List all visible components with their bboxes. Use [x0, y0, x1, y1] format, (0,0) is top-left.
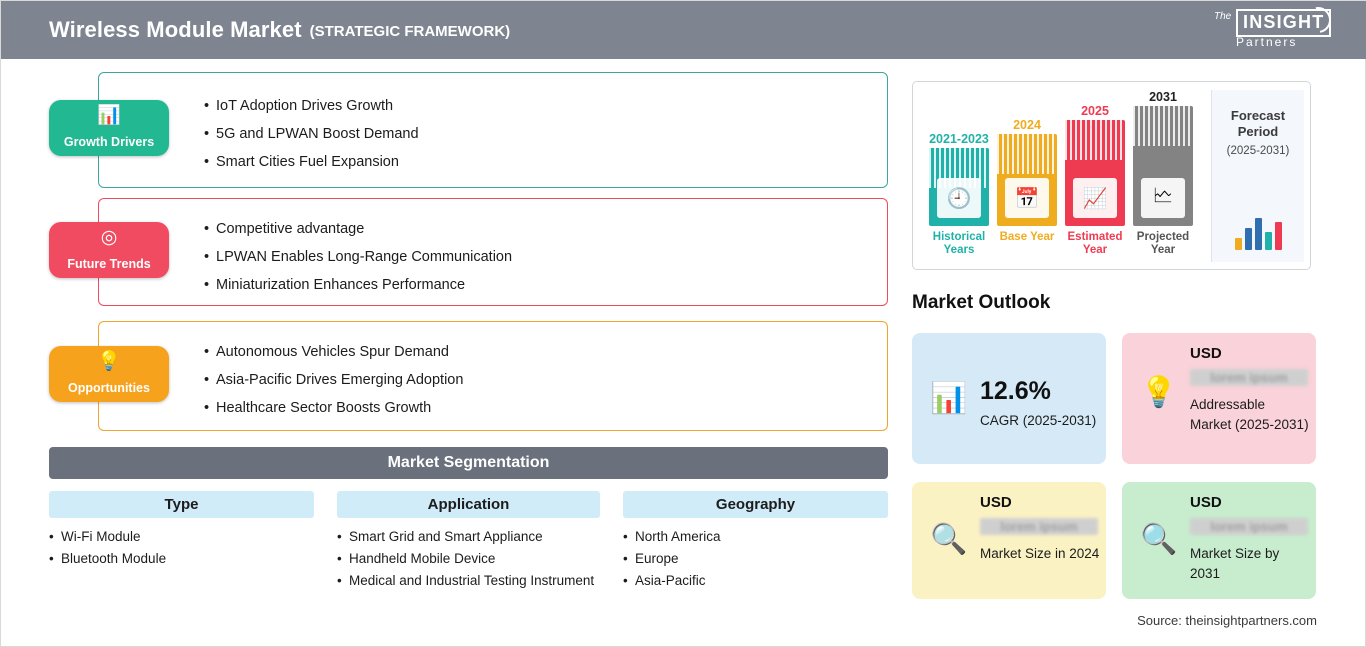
panel-future-trends — [98, 198, 888, 306]
segmentation-list-application — [337, 527, 600, 593]
market-segmentation-header: Market Segmentation — [49, 447, 888, 479]
forecast-period-card — [912, 81, 1311, 270]
forecast-period-panel — [1211, 90, 1304, 262]
forecast-caption: Historical Years — [932, 231, 986, 256]
logo-the: The — [1214, 11, 1232, 22]
tab-opportunities[interactable] — [49, 346, 169, 402]
list-item: • IoT Adoption Drives Growth — [204, 92, 419, 120]
list-item: • Medical and Industrial Testing Instrument — [337, 571, 600, 591]
cagr-value: 12.6% — [980, 377, 1051, 405]
currency-label: USD — [1190, 345, 1222, 362]
tab-future-trends[interactable] — [49, 222, 169, 278]
growth-drivers-list — [204, 92, 419, 176]
future-trends-list — [204, 215, 512, 299]
forecast-column-base — [997, 118, 1057, 244]
target-icon: ◎ — [100, 227, 118, 248]
forecast-year-label: 2021-2023 — [929, 132, 989, 146]
lightbulb-icon: 💡 — [97, 351, 121, 372]
redacted-value: lorem ipsum — [1190, 518, 1308, 535]
opportunities-list — [204, 338, 463, 422]
currency-label: USD — [1190, 494, 1222, 511]
forecast-year-label: 2024 — [1013, 118, 1041, 132]
redacted-value: lorem ipsum — [1190, 369, 1308, 386]
panel-growth-drivers — [98, 72, 888, 188]
bar-chart-icon: 📊 — [930, 381, 968, 415]
list-item: • Handheld Mobile Device — [337, 549, 600, 569]
header-bar — [1, 1, 1366, 59]
stat-card-addressable-market — [1122, 333, 1316, 464]
stat-card-cagr — [912, 333, 1106, 464]
bar-stripes — [1133, 106, 1193, 146]
calendar-icon: 📅 — [1005, 178, 1049, 218]
stat-card-market-size-2024 — [912, 482, 1106, 599]
logo-partners: Partners — [1236, 35, 1298, 49]
forecast-bar — [929, 148, 989, 226]
forecast-period-title-line2: Period — [1237, 124, 1279, 139]
magnifier-dollar-icon: 🔍 — [930, 522, 968, 556]
list-item: • Asia-Pacific Drives Emerging Adoption — [204, 366, 463, 394]
company-logo — [1214, 9, 1329, 51]
list-item: • Asia-Pacific — [623, 571, 888, 591]
forecast-bar — [1133, 106, 1193, 226]
segmentation-column-header-geography: Geography — [623, 491, 888, 518]
list-item: • Miniaturization Enhances Performance — [204, 271, 512, 299]
list-item: • LPWAN Enables Long-Range Communication — [204, 243, 512, 271]
bar-stripes — [1065, 120, 1125, 160]
forecast-period-range: (2025-2031) — [1226, 145, 1290, 157]
tab-growth-drivers[interactable] — [49, 100, 169, 156]
stat-caption: Market Size in 2024 — [980, 546, 1100, 561]
tab-opportunities-label: Opportunities — [68, 381, 150, 395]
page-title: Wireless Module Market — [49, 17, 302, 42]
market-outlook-title: Market Outlook — [912, 292, 1051, 313]
forecast-caption: Projected Year — [1136, 231, 1190, 256]
tab-future-trends-label: Future Trends — [67, 257, 151, 271]
list-item: • North America — [623, 527, 888, 547]
forecast-caption: Estimated Year — [1067, 231, 1123, 256]
list-item: • 5G and LPWAN Boost Demand — [204, 120, 419, 148]
cagr-caption: CAGR (2025-2031) — [980, 413, 1097, 428]
stat-caption: Market Size by 2031 — [1190, 546, 1280, 581]
segmentation-column-header-application: Application — [337, 491, 600, 518]
list-item: • Competitive advantage — [204, 215, 512, 243]
forecast-column-historical — [929, 132, 989, 257]
list-item: • Healthcare Sector Boosts Growth — [204, 394, 463, 422]
segmentation-list-geography — [623, 527, 888, 593]
magnifier-dollar-icon: 🔍 — [1140, 522, 1178, 556]
forecast-column-estimated — [1065, 104, 1125, 257]
history-clock-icon: 🕘 — [937, 178, 981, 218]
tab-growth-drivers-label: Growth Drivers — [63, 135, 155, 149]
stat-caption: Addressable Market (2025-2031) — [1190, 397, 1309, 432]
list-item: • Europe — [623, 549, 888, 569]
list-item: • Smart Grid and Smart Appliance — [337, 527, 600, 547]
list-item: • Bluetooth Module — [49, 549, 314, 569]
bar-chart-icon: 📊 — [97, 105, 121, 126]
analytics-illustration-icon — [1220, 204, 1296, 250]
list-item: • Wi-Fi Module — [49, 527, 314, 547]
forecast-bar — [1065, 120, 1125, 226]
currency-label: USD — [980, 494, 1012, 511]
redacted-value: lorem ipsum — [980, 518, 1098, 535]
panel-opportunities — [98, 321, 888, 431]
stat-card-market-size-2031 — [1122, 482, 1316, 599]
forecast-year-label: 2025 — [1081, 104, 1109, 118]
forecast-period-title-line1: Forecast — [1230, 108, 1286, 123]
forecast-column-projected — [1133, 90, 1193, 257]
list-item: • Smart Cities Fuel Expansion — [204, 148, 419, 176]
page-subtitle: (STRATEGIC FRAMEWORK) — [309, 22, 511, 40]
chart-up-icon: 📈 — [1073, 178, 1117, 218]
forecast-bar — [997, 134, 1057, 226]
logo-insight: INSIGHT — [1236, 9, 1331, 37]
source-text: Source: theinsightpartners.com — [1137, 613, 1317, 628]
segmentation-list-type — [49, 527, 314, 571]
forecast-year-label: 2031 — [1149, 90, 1177, 104]
bar-stripes — [997, 134, 1057, 174]
lightbulb-dollar-icon: 💡 — [1140, 375, 1178, 409]
forecast-caption: Base Year — [999, 231, 1055, 243]
segmentation-column-header-type: Type — [49, 491, 314, 518]
graph-box-icon: 🗠 — [1141, 178, 1185, 218]
list-item: • Autonomous Vehicles Spur Demand — [204, 338, 463, 366]
